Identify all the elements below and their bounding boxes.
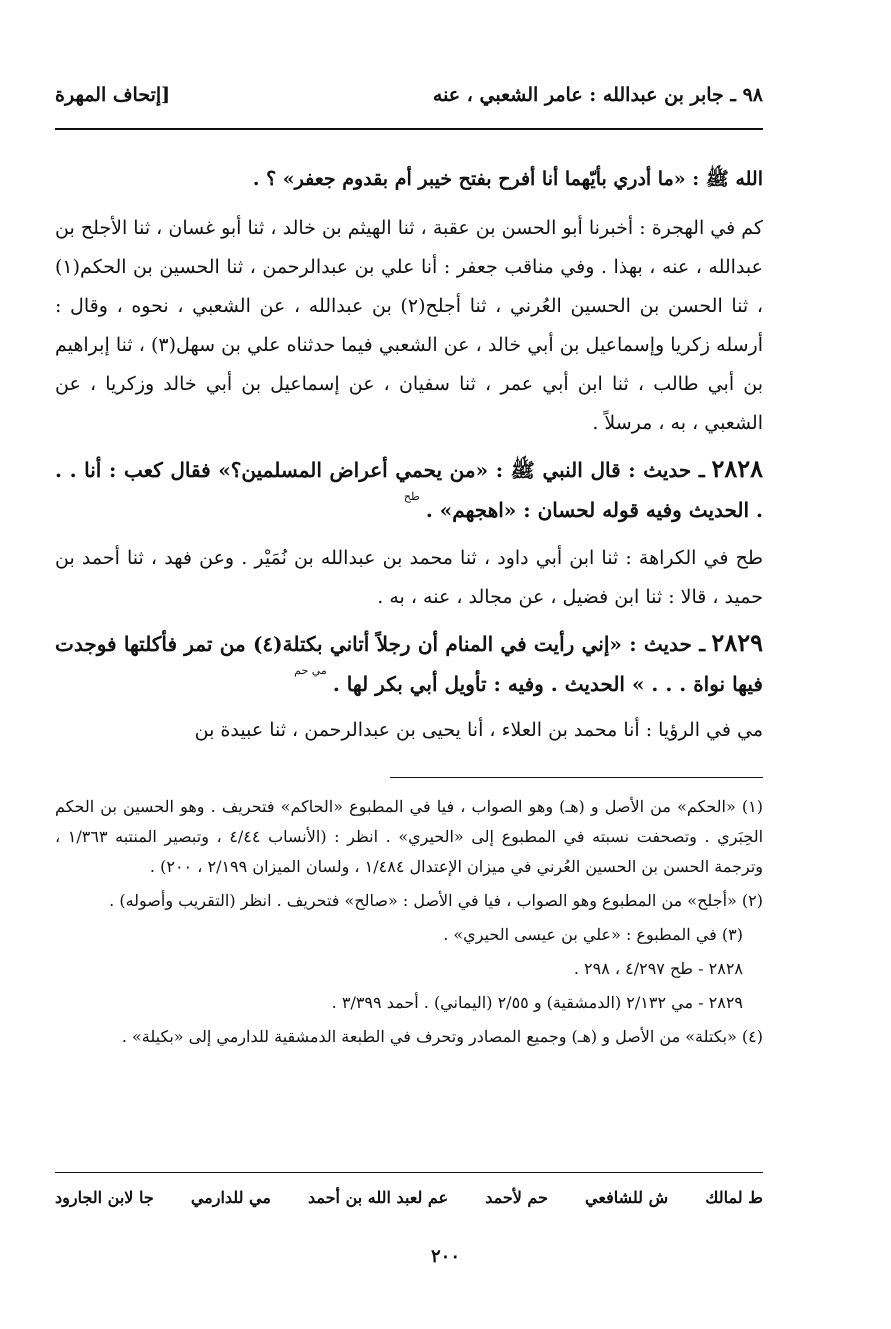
footnote-2: (٢) «أجلح» من المطبوع وهو الصواب ، فيا في الأصل : «صالح» فتحريف . انظر (التقريب وأصوله) . xyxy=(109,891,763,910)
legend-item: ش للشافعي xyxy=(585,1188,669,1207)
legend-item: جا لابن الجارود xyxy=(55,1188,154,1207)
hadith-number: ٢٨٢٨ xyxy=(711,454,763,483)
running-title: ٩٨ ـ جابر بن عبدالله : عامر الشعبي ، عنه xyxy=(432,84,763,106)
hadith-2828 xyxy=(55,449,763,531)
source-mark: مي حم xyxy=(294,664,327,677)
legend-item: مي للدارمي xyxy=(190,1188,271,1207)
abbreviation-legend xyxy=(55,1188,763,1207)
footnote-ref-2829: ٢٨٢٩ - مي ٢/١٣٢ (الدمشقية) و ٢/٥٥ (اليماني) . أحمد ٣/٣٩٩ . xyxy=(331,993,743,1012)
hadith-number: ٢٨٢٩ xyxy=(711,628,763,657)
hadith-2829 xyxy=(55,623,763,705)
hadith-text: ـ حديث : قال النبي ﷺ : «من يحمي أعراض المسلمين؟» فقال كعب : أنا . . . الحديث وفيه قوله لحسان : «اهجهم» . xyxy=(55,458,763,522)
page-number: ٢٠٠ xyxy=(430,1246,460,1267)
legend-item: حم لأحمد xyxy=(485,1188,548,1207)
footnote-ref-2828: ٢٨٢٨ - طح ٤/٢٩٧ ، ٢٩٨ . xyxy=(573,959,743,978)
footnote-1: (١) «الحكم» من الأصل و (هـ) وهو الصواب ، فيا في المطبوع «الحاكم» فتحريف . وهو الحسين بن الحكم الحِبَري . وتصحفت نسبته في المطبوع إلى «الحيري» . انظر : (الأنساب ٤/٤٤ ، وتبصير المنتبه ١/٣٦٣ ، وترجمة الحسن بن الحسين العُرني في ميزان الإعتدال ١/٤٨٤ ، ولسان الميزان ٢/١٩٩ ، ٢٠٠) . xyxy=(55,797,764,876)
paragraph-sources-2828: طح في الكراهة : ثنا ابن أبي داود ، ثنا محمد بن عبدالله بن نُمَيْر . وعن فهد ، ثنا أحمد بن حميد ، قالا : ثنا ابن فضيل ، عن مجالد ، عنه ، به . xyxy=(55,547,763,608)
legend-rule xyxy=(55,1172,763,1173)
footnote-3: (٣) في المطبوع : «علي بن عيسى الحيري» . xyxy=(443,925,743,944)
continuation-line: الله ﷺ : «ما أدري بأيّهما أنا أفرح بفتح خيبر أم بقدوم جعفر» ؟ . xyxy=(252,168,763,190)
hadith-text: ـ حديث : «إني رأيت في المنام أن رجلاً أتاني بكتلة(٤) من تمر فأكلتها فوجدت فيها نواة . . . » الحديث . وفيه : تأويل أبي بكر لها . xyxy=(55,632,763,696)
legend-item: عم لعبد الله بن أحمد xyxy=(308,1188,449,1207)
page-header xyxy=(55,84,763,114)
main-text xyxy=(55,160,763,750)
legend-item: ط لمالك xyxy=(705,1188,763,1207)
source-mark: طح xyxy=(403,490,420,503)
paragraph-sources: كم في الهجرة : أخبرنا أبو الحسن بن عقبة ، ثنا الهيثم بن خالد ، ثنا أبو غسان ، ثنا الأجلح بن عبدالله ، عنه ، بهذا . وفي مناقب جعفر : أنا علي بن عبدالرحمن ، ثنا الحسين بن الحكم(١) ، ثنا الحسن بن الحسين العُرني ، ثنا أجلح(٢) بن عبدالله ، عن الشعبي ، نحوه ، وقال : أرسله زكريا وإسماعيل بن أبي خالد ، عن الشعبي فيما حدثناه علي بن سهل(٣) ، ثنا إبراهيم بن أبي طالب ، ثنا ابن أبي عمر ، ثنا سفيان ، عن إسماعيل بن أبي خالد وزكريا ، عن الشعبي ، به ، مرسلاً . xyxy=(55,217,763,434)
book-title: [إتحاف المهرة xyxy=(55,84,171,106)
header-rule xyxy=(55,128,763,130)
paragraph-sources-2829: مي في الرؤيا : أنا محمد بن العلاء ، أنا يحيى بن عبدالرحمن ، ثنا عبيدة بن xyxy=(194,719,763,741)
footnote-rule xyxy=(390,777,763,778)
footnote-4: (٤) «بكتلة» من الأصل و (هـ) وجميع المصادر وتحرف في الطبعة الدمشقية للدارمي إلى «بكيلة» . xyxy=(121,1027,763,1046)
footnotes xyxy=(55,792,763,1056)
